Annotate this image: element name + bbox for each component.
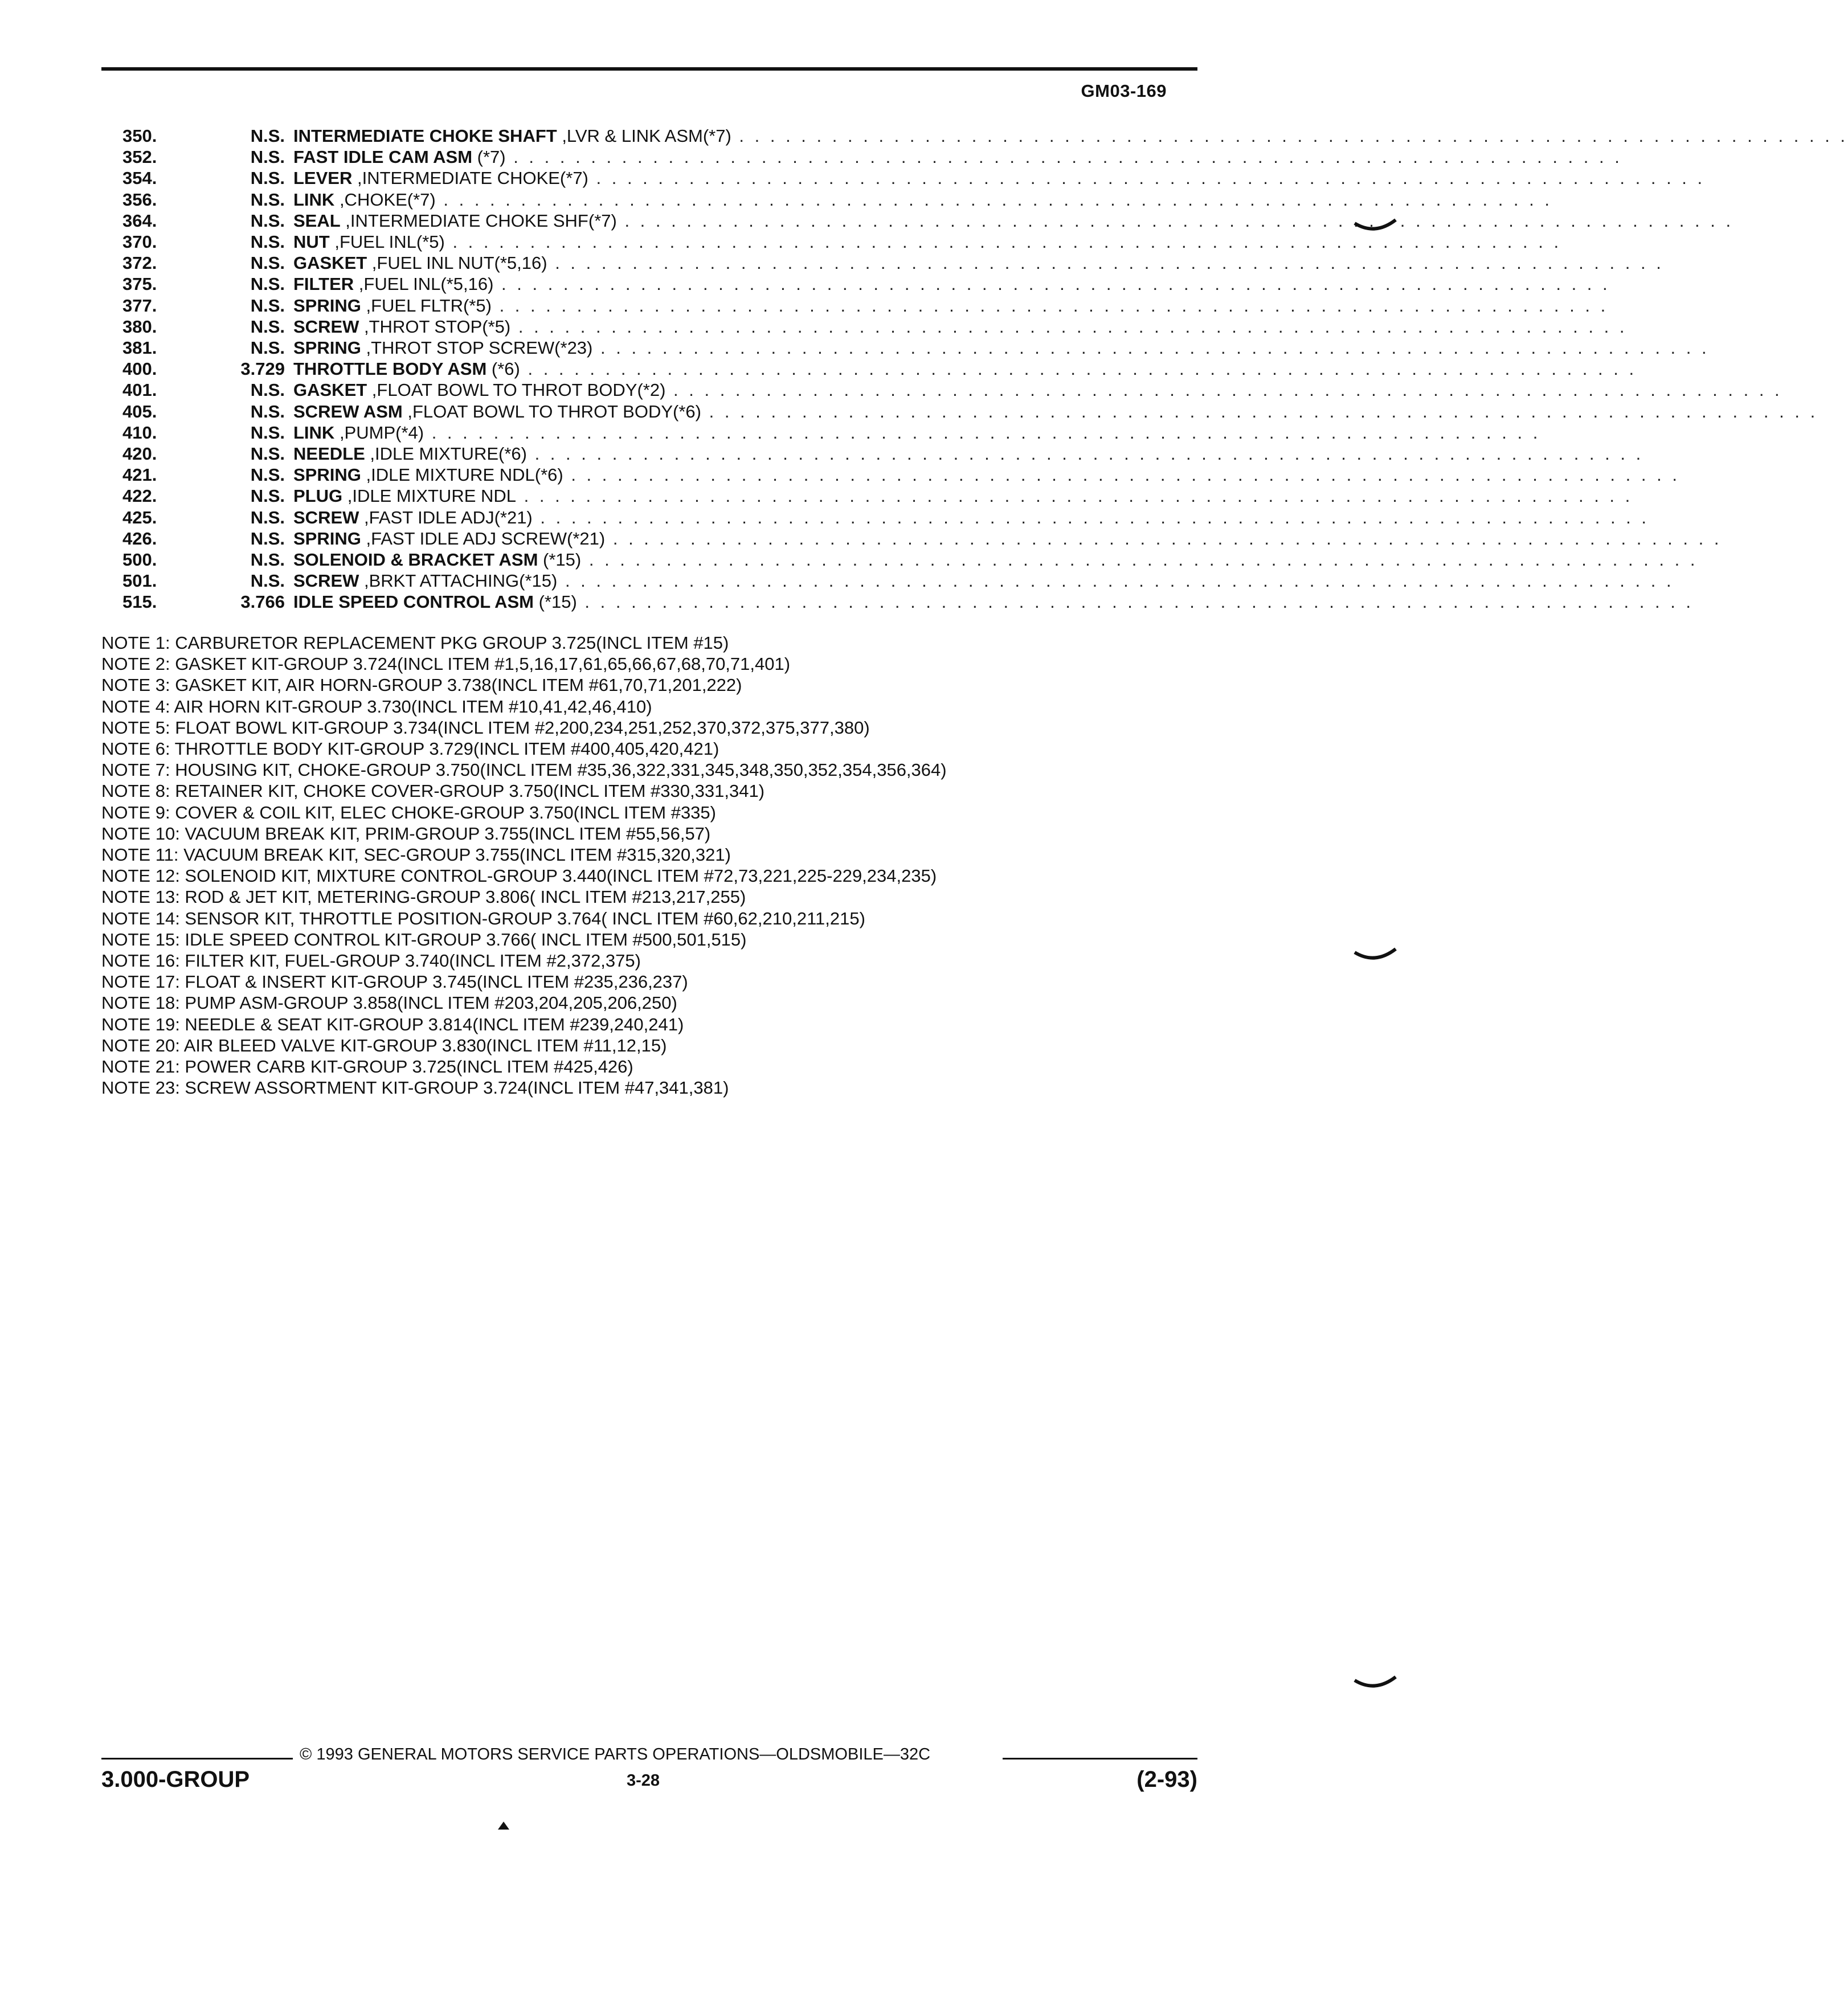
item-detail: ,FUEL INL NUT(*5,16) (367, 253, 547, 273)
binder-mark-icon (1352, 946, 1398, 968)
dot-leader: . . . . . . . . . . . . . . . . . . . . . . . . . . . . . . . . . . . . . . . . . . . . . . . . . . . . . . . . . . . . . . . . . . . . . . . . (505, 147, 1622, 167)
item-detail: ,THROT STOP SCREW(*23) (361, 338, 593, 358)
item-description (293, 295, 1609, 316)
item-number: 375. (122, 274, 157, 294)
dot-leader: . . . . . . . . . . . . . . . . . . . . . . . . . . . . . . . . . . . . . . . . . . . . . . . . . . . . . . . . . . . . . . . . . . . . . . . . (516, 486, 1633, 506)
binder-mark-icon (1352, 1673, 1398, 1696)
item-detail: ,PUMP(*4) (334, 422, 424, 443)
item-detail: (*7) (472, 147, 506, 167)
item-description (293, 252, 1664, 273)
item-number: 352. (122, 147, 157, 167)
item-name: FAST IDLE CAM ASM (293, 147, 473, 167)
item-number: 426. (122, 528, 157, 549)
item-name: LINK (293, 422, 335, 443)
item-group: N.S. (250, 486, 285, 506)
item-name: FILTER (293, 274, 354, 294)
item-group: N.S. (250, 232, 285, 252)
item-name: SPRING (293, 338, 361, 358)
note-line: NOTE 23: SCREW ASSORTMENT KIT-GROUP 3.724(INCL ITEM #47,341,381) (101, 1078, 729, 1098)
parts-list-row (0, 591, 1694, 612)
item-group: N.S. (250, 147, 285, 167)
item-group: N.S. (250, 338, 285, 358)
item-detail: ,LVR & LINK ASM(*7) (557, 126, 731, 146)
item-name: GASKET (293, 253, 367, 273)
item-detail: (*6) (486, 359, 520, 379)
parts-list-row (0, 358, 1637, 379)
dot-leader: . . . . . . . . . . . . . . . . . . . . . . . . . . . . . . . . . . . . . . . . . . . . . . . . . . . . . . . . . . . . . . . . . . . . . . . . (491, 295, 1609, 316)
parts-list-row (0, 189, 1552, 210)
item-description (293, 358, 1637, 379)
item-description (293, 146, 1622, 167)
dot-leader: . . . . . . . . . . . . . . . . . . . . . . . . . . . . . . . . . . . . . . . . . . . . . . . . . . . . . . . . . . . . . . . . . . . . . . . . (588, 168, 1706, 189)
item-description (293, 591, 1694, 612)
item-description (293, 485, 1633, 506)
item-description (293, 337, 1710, 358)
item-name: INTERMEDIATE CHOKE SHAFT (293, 126, 557, 146)
item-detail: ,IDLE MIXTURE NDL(*6) (361, 465, 563, 485)
note-line: NOTE 20: AIR BLEED VALVE KIT-GROUP 3.830(INCL ITEM #11,12,15) (101, 1035, 667, 1055)
item-group: N.S. (250, 274, 285, 294)
dot-leader: . . . . . . . . . . . . . . . . . . . . . . . . . . . . . . . . . . . . . . . . . . . . . . . . . . . . . . . . . . . . . . . . . . . . . . . . (526, 444, 1644, 464)
item-name: SPRING (293, 528, 361, 549)
item-detail: ,IDLE MIXTURE NDL (342, 486, 517, 506)
item-group: N.S. (250, 168, 285, 189)
note-line: NOTE 17: FLOAT & INSERT KIT-GROUP 3.745(INCL ITEM #235,236,237) (101, 972, 688, 992)
item-detail: ,FLOAT BOWL TO THROT BODY(*6) (402, 401, 701, 422)
item-number: 380. (122, 316, 157, 337)
item-description (293, 401, 1818, 422)
item-group: N.S. (250, 444, 285, 464)
item-name: SCREW (293, 571, 359, 591)
item-number: 410. (122, 422, 157, 443)
dot-leader: . . . . . . . . . . . . . . . . . . . . . . . . . . . . . . . . . . . . . . . . . . . . . . . . . . . . . . . . . . . . . . . . . . . . . . . . (616, 210, 1734, 231)
item-name: NUT (293, 232, 330, 252)
note-line: NOTE 2: GASKET KIT-GROUP 3.724(INCL ITEM #1,5,16,17,61,65,66,67,68,70,71,401) (101, 654, 791, 674)
item-detail: ,INTERMEDIATE CHOKE SHF(*7) (340, 210, 617, 231)
item-description (293, 167, 1706, 189)
item-number: 501. (122, 571, 157, 591)
item-detail: ,THROT STOP(*5) (359, 316, 511, 337)
item-number: 372. (122, 253, 157, 273)
parts-list-row (0, 379, 1782, 400)
parts-list-row (0, 422, 1541, 443)
note-line: NOTE 3: GASKET KIT, AIR HORN-GROUP 3.738(INCL ITEM #61,70,71,201,222) (101, 675, 742, 695)
item-group: N.S. (250, 401, 285, 422)
item-group: N.S. (250, 295, 285, 316)
parts-list-row (0, 146, 1622, 167)
item-description (293, 422, 1541, 443)
page-number: 3-28 (627, 1771, 660, 1790)
item-number: 354. (122, 168, 157, 189)
note-line: NOTE 9: COVER & COIL KIT, ELEC CHOKE-GROUP 3.750(INCL ITEM #335) (101, 802, 716, 823)
item-description (293, 443, 1644, 464)
dot-leader: . . . . . . . . . . . . . . . . . . . . . . . . . . . . . . . . . . . . . . . . . . . . . . . . . . . . . . . . . . . . . . . . . . . . . . . . (520, 359, 1637, 379)
parts-list-row (0, 125, 1848, 146)
item-name: SCREW (293, 316, 359, 337)
parts-list-row (0, 273, 1610, 294)
item-name: SOLENOID & BRACKET ASM (293, 550, 538, 570)
item-name: NEEDLE (293, 444, 365, 464)
item-group: 3.766 (240, 592, 285, 612)
item-group: N.S. (250, 380, 285, 400)
item-name: PLUG (293, 486, 343, 506)
item-number: 421. (122, 465, 157, 485)
note-line: NOTE 16: FILTER KIT, FUEL-GROUP 3.740(INCL ITEM #2,372,375) (101, 951, 641, 971)
item-detail: ,CHOKE(*7) (334, 189, 436, 210)
parts-list-row (0, 337, 1710, 358)
item-name: THROTTLE BODY ASM (293, 359, 487, 379)
item-number: 356. (122, 189, 157, 210)
dot-leader: . . . . . . . . . . . . . . . . . . . . . . . . . . . . . . . . . . . . . . . . . . . . . . . . . . . . . . . . . . . . . . . . . . . . . . . . (532, 507, 1650, 527)
item-name: SEAL (293, 210, 341, 231)
item-group: N.S. (250, 571, 285, 591)
parts-list-row (0, 316, 1628, 337)
item-number: 420. (122, 444, 157, 464)
dot-leader: . . . . . . . . . . . . . . . . . . . . . . . . . . . . . . . . . . . . . . . . . . . . . . . . . . . . . . . . . . . . . . . . . . . . . . . . (510, 316, 1628, 337)
parts-list-row (0, 231, 1562, 252)
note-line: NOTE 5: FLOAT BOWL KIT-GROUP 3.734(INCL ITEM #2,200,234,251,252,370,372,375,377,380) (101, 717, 870, 738)
document-id: GM03-169 (1081, 81, 1167, 101)
item-group: 3.729 (240, 359, 285, 379)
item-name: LEVER (293, 168, 353, 189)
dot-leader: . . . . . . . . . . . . . . . . . . . . . . . . . . . . . . . . . . . . . . . . . . . . . . . . . . . . . . . . . . . . . . . . . . . . . . . . (493, 274, 1610, 294)
parts-list-row (0, 210, 1734, 231)
note-line: NOTE 8: RETAINER KIT, CHOKE COVER-GROUP 3.750(INCL ITEM #330,331,341) (101, 781, 765, 801)
parts-list-row (0, 485, 1633, 506)
item-group: N.S. (250, 316, 285, 337)
dot-leader: . . . . . . . . . . . . . . . . . . . . . . . . . . . . . . . . . . . . . . . . . . . . . . . . . . . . . . . . . . . . . . . . . . . . . . . . (435, 189, 1552, 210)
item-number: 405. (122, 401, 157, 422)
footer-copyright (101, 1745, 1197, 1768)
parts-list-row (0, 252, 1664, 273)
dot-leader: . . . . . . . . . . . . . . . . . . . . . . . . . . . . . . . . . . . . . . . . . . . . . . . . . . . . . . . . . . . . . . . . . . . . . . . . (605, 528, 1722, 549)
note-line: NOTE 18: PUMP ASM-GROUP 3.858(INCL ITEM #203,204,205,206,250) (101, 993, 677, 1013)
triangle-mark-icon (497, 1819, 510, 1831)
note-line: NOTE 4: AIR HORN KIT-GROUP 3.730(INCL ITEM #10,41,42,46,410) (101, 696, 652, 717)
item-description (293, 125, 1848, 146)
item-group: N.S. (250, 550, 285, 570)
dot-leader: . . . . . . . . . . . . . . . . . . . . . . . . . . . . . . . . . . . . . . . . . . . . . . . . . . . . . . . . . . . . . . . . . . . . . . . . (581, 550, 1698, 570)
binder-mark-icon (1352, 216, 1398, 239)
item-name: SCREW ASM (293, 401, 403, 422)
parts-list-row (0, 401, 1818, 422)
note-line: NOTE 19: NEEDLE & SEAT KIT-GROUP 3.814(INCL ITEM #239,240,241) (101, 1014, 684, 1034)
note-line: NOTE 14: SENSOR KIT, THROTTLE POSITION-GROUP 3.764( INCL ITEM #60,62,210,211,215) (101, 908, 865, 928)
item-description (293, 528, 1722, 549)
item-number: 425. (122, 507, 157, 527)
group-label: 3.000-GROUP (101, 1767, 250, 1792)
item-name: GASKET (293, 380, 367, 400)
dot-leader: . . . . . . . . . . . . . . . . . . . . . . . . . . . . . . . . . . . . . . . . . . . . . . . . . . . . . . . . . . . . . . . . . . . . . . . . (547, 253, 1664, 273)
dot-leader: . . . . . . . . . . . . . . . . . . . . . . . . . . . . . . . . . . . . . . . . . . . . . . . . . . . . . . . . . . . . . . . . . . . . . . . . (577, 592, 1694, 612)
note-line: NOTE 21: POWER CARB KIT-GROUP 3.725(INCL ITEM #425,426) (101, 1057, 633, 1077)
note-line: NOTE 7: HOUSING KIT, CHOKE-GROUP 3.750(INCL ITEM #35,36,322,331,345,348,350,352,354,356,364) (101, 760, 947, 780)
item-group: N.S. (250, 189, 285, 210)
item-group: N.S. (250, 465, 285, 485)
top-rule (101, 67, 1197, 71)
parts-list-row (0, 549, 1698, 570)
parts-list-row (0, 507, 1650, 528)
item-number: 422. (122, 486, 157, 506)
item-detail: ,FLOAT BOWL TO THROT BODY(*2) (367, 380, 666, 400)
item-description (293, 316, 1628, 337)
item-detail: ,FUEL INL(*5,16) (354, 274, 494, 294)
item-group: N.S. (250, 126, 285, 146)
note-line: NOTE 12: SOLENOID KIT, MIXTURE CONTROL-GROUP 3.440(INCL ITEM #72,73,221,225-229,234,235) (101, 866, 937, 886)
item-detail: ,INTERMEDIATE CHOKE(*7) (352, 168, 588, 189)
item-description (293, 189, 1552, 210)
item-number: 377. (122, 295, 157, 316)
item-description (293, 231, 1562, 252)
item-number: 401. (122, 380, 157, 400)
parts-list-row (0, 167, 1706, 189)
item-number: 364. (122, 210, 157, 231)
item-name: SPRING (293, 465, 361, 485)
item-description (293, 464, 1680, 485)
dot-leader: . . . . . . . . . . . . . . . . . . . . . . . . . . . . . . . . . . . . . . . . . . . . . . . . . . . . . . . . . . . . . . . . . . . . . . . . (563, 465, 1680, 485)
dot-leader: . . . . . . . . . . . . . . . . . . . . . . . . . . . . . . . . . . . . . . . . . . . . . . . . . . . . . . . . . . . . . . . . . . . . . . . . (557, 571, 1674, 591)
item-detail: ,FAST IDLE ADJ(*21) (359, 507, 533, 527)
dot-leader: . . . . . . . . . . . . . . . . . . . . . . . . . . . . . . . . . . . . . . . . . . . . . . . . . . . . . . . . . . . . . . . . . . . . . . . . (444, 232, 1562, 252)
footer-rule-left (101, 1758, 293, 1760)
copyright-text: © 1993 GENERAL MOTORS SERVICE PARTS OPERATIONS—OLDSMOBILE—32C (300, 1745, 931, 1763)
footer-rule-right (1003, 1758, 1197, 1760)
dot-leader: . . . . . . . . . . . . . . . . . . . . . . . . . . . . . . . . . . . . . . . . . . . . . . . . . . . . . . . . . . . . . . . . . . . . . . . . (665, 380, 1782, 400)
note-line: NOTE 6: THROTTLE BODY KIT-GROUP 3.729(INCL ITEM #400,405,420,421) (101, 739, 719, 759)
item-description (293, 570, 1674, 591)
item-group: N.S. (250, 528, 285, 549)
note-line: NOTE 11: VACUUM BREAK KIT, SEC-GROUP 3.755(INCL ITEM #315,320,321) (101, 845, 731, 865)
item-number: 515. (122, 592, 157, 612)
parts-list-row (0, 570, 1674, 591)
note-line: NOTE 10: VACUUM BREAK KIT, PRIM-GROUP 3.755(INCL ITEM #55,56,57) (101, 823, 711, 844)
dot-leader: . . . . . . . . . . . . . . . . . . . . . . . . . . . . . . . . . . . . . . . . . . . . . . . . . . . . . . . . . . . . . . . . . . . . . . . . (701, 401, 1818, 422)
item-name: SPRING (293, 295, 361, 316)
note-line: NOTE 1: CARBURETOR REPLACEMENT PKG GROUP 3.725(INCL ITEM #15) (101, 633, 729, 653)
item-detail: ,FUEL FLTR(*5) (361, 295, 492, 316)
item-description (293, 273, 1610, 294)
item-name: SCREW (293, 507, 359, 527)
item-name: LINK (293, 189, 335, 210)
item-name: IDLE SPEED CONTROL ASM (293, 592, 534, 612)
parts-list-row (0, 443, 1644, 464)
item-detail: ,FAST IDLE ADJ SCREW(*21) (361, 528, 606, 549)
dot-leader: . . . . . . . . . . . . . . . . . . . . . . . . . . . . . . . . . . . . . . . . . . . . . . . . . . . . . . . . . . . . . . . . . . . . . . . . (592, 338, 1710, 358)
item-number: 350. (122, 126, 157, 146)
item-description (293, 210, 1734, 231)
item-group: N.S. (250, 210, 285, 231)
parts-list-row (0, 528, 1722, 549)
item-detail: (*15) (533, 592, 577, 612)
item-detail: ,FUEL INL(*5) (329, 232, 445, 252)
item-description (293, 507, 1650, 528)
item-number: 370. (122, 232, 157, 252)
item-group: N.S. (250, 422, 285, 443)
item-group: N.S. (250, 253, 285, 273)
item-number: 400. (122, 359, 157, 379)
item-description (293, 549, 1698, 570)
dot-leader: . . . . . . . . . . . . . . . . . . . . . . . . . . . . . . . . . . . . . . . . . . . . . . . . . . . . . . . . . . . . . . . . . . . . . . . . (424, 422, 1541, 443)
note-line: NOTE 15: IDLE SPEED CONTROL KIT-GROUP 3.766( INCL ITEM #500,501,515) (101, 929, 747, 950)
dot-leader: . . . . . . . . . . . . . . . . . . . . . . . . . . . . . . . . . . . . . . . . . . . . . . . . . . . . . . . . . . . . . . . . . . . . . . . . (731, 126, 1848, 146)
parts-list-row (0, 295, 1609, 316)
note-line: NOTE 13: ROD & JET KIT, METERING-GROUP 3.806( INCL ITEM #213,217,255) (101, 887, 746, 907)
item-detail: ,BRKT ATTACHING(*15) (359, 571, 558, 591)
item-group: N.S. (250, 507, 285, 527)
item-detail: (*15) (538, 550, 582, 570)
item-number: 500. (122, 550, 157, 570)
revision-date: (2-93) (1136, 1767, 1197, 1792)
item-description (293, 379, 1782, 400)
item-number: 381. (122, 338, 157, 358)
item-detail: ,IDLE MIXTURE(*6) (365, 444, 527, 464)
parts-list-row (0, 464, 1680, 485)
